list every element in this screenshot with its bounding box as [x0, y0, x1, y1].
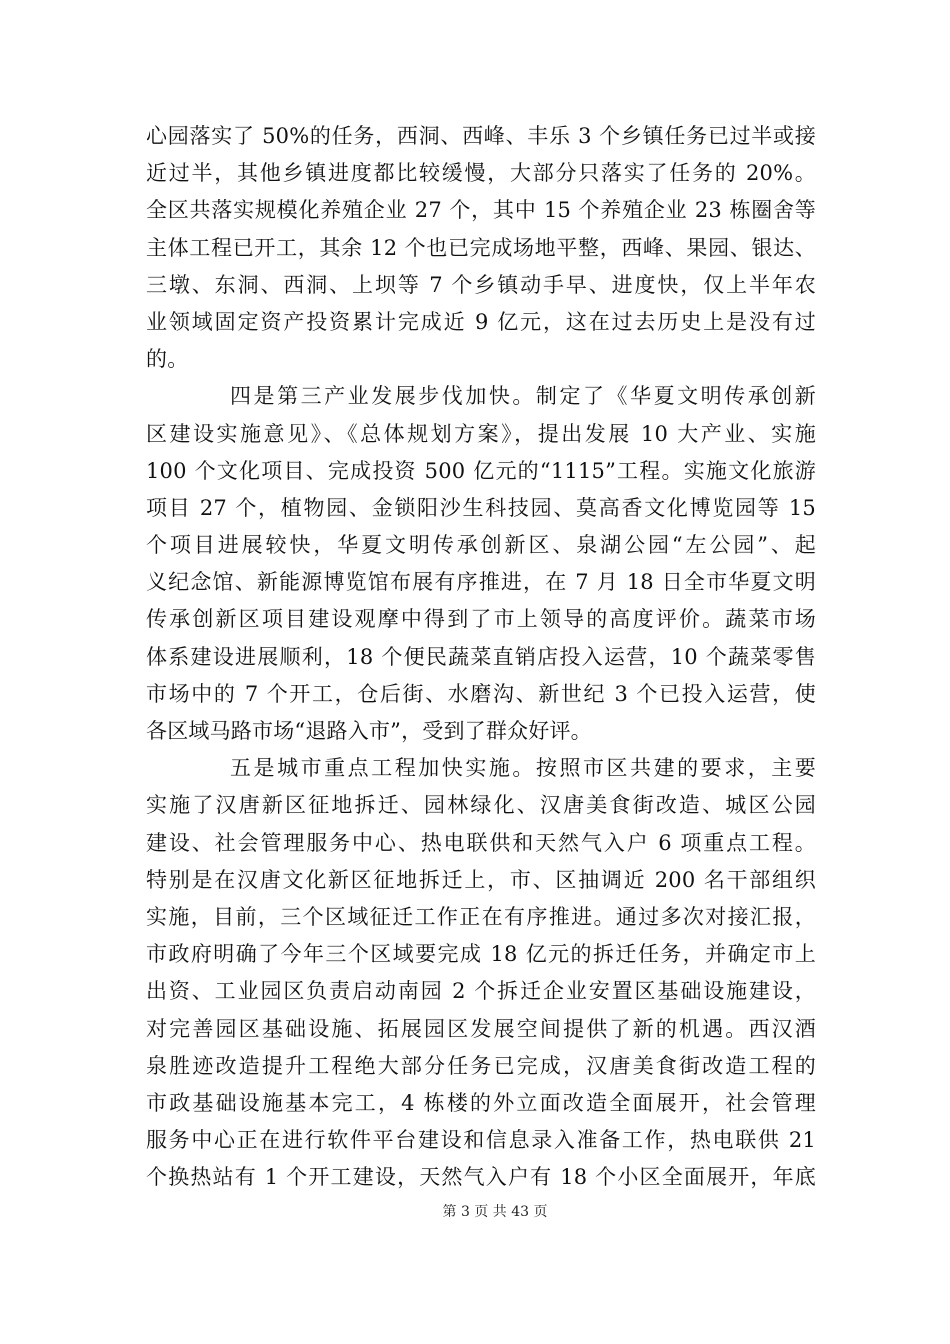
text-line: 对完善园区基础设施、拓展园区发展空间提供了新的机遇。西汉酒	[146, 1016, 816, 1041]
text-line: 个换热站有 1 个开工建设，天然气入户有 18 个小区全面展开，年底	[146, 1165, 816, 1190]
text-line: 传承创新区项目建设观摩中得到了市上领导的高度评价。蔬菜市场	[146, 607, 816, 632]
text-line: 主体工程已开工，其余 12 个也已完成场地平整，西峰、果园、银达、	[146, 235, 816, 260]
text-line: 的。	[146, 347, 189, 372]
text-line: 心园落实了 50%的任务，西洞、西峰、丰乐 3 个乡镇任务已过半或接	[146, 124, 816, 148]
text-line: 区建设实施意见》、《总体规划方案》，提出发展 10 大产业、实施	[146, 421, 816, 446]
text-line: 出资、工业园区负责启动南园 2 个拆迁企业安置区基础设施建设，	[146, 979, 816, 1004]
text-line: 实施，目前，三个区域征迁工作正在有序推进。通过多次对接汇报，	[146, 904, 816, 929]
text-line: 义纪念馆、新能源博览馆布展有序推进，在 7 月 18 日全市华夏文明	[146, 570, 816, 595]
text-line: 建设、社会管理服务中心、热电联供和天然气入户 6 项重点工程。	[146, 830, 816, 855]
text-line: 市政府明确了今年三个区域要完成 18 亿元的拆迁任务，并确定市上	[146, 942, 816, 967]
text-line: 100 个文化项目、完成投资 500 亿元的“1115”工程。实施文化旅游	[146, 458, 816, 483]
text-line: 市政基础设施基本完工，4 栋楼的外立面改造全面展开，社会管理	[146, 1090, 816, 1115]
text-line: 个项目进展较快，华夏文明传承创新区、泉湖公园“左公园”、起	[146, 533, 816, 558]
text-line: 项目 27 个，植物园、金锁阳沙生科技园、莫高香文化博览园等 15	[146, 495, 816, 520]
body-text	[146, 118, 816, 1196]
text-line: 实施了汉唐新区征地拆迁、园林绿化、汉唐美食街改造、城区公园	[146, 793, 816, 818]
text-line: 服务中心正在进行软件平台建设和信息录入准备工作，热电联供 21	[146, 1128, 816, 1153]
text-line: 泉胜迹改造提升工程绝大部分任务已完成，汉唐美食街改造工程的	[146, 1053, 816, 1078]
text-line: 全区共落实规模化养殖企业 27 个，其中 15 个养殖企业 23 栋圈舍等	[146, 198, 816, 223]
text-line: 特别是在汉唐文化新区征地拆迁上，市、区抽调近 200 名干部组织	[146, 867, 816, 892]
text-line: 业领域固定资产投资累计完成近 9 亿元，这在过去历史上是没有过	[146, 309, 816, 334]
text-line: 各区域马路市场“退路入市”，受到了群众好评。	[146, 719, 592, 743]
paragraph-start-line: 五是城市重点工程加快实施。按照市区共建的要求，主要	[230, 756, 816, 781]
text-line: 近过半，其他乡镇进度都比较缓慢，大部分只落实了任务的 20%。	[146, 161, 816, 186]
text-line: 体系建设进展顺利，18 个便民蔬菜直销店投入运营，10 个蔬菜零售	[146, 644, 816, 669]
text-line: 市场中的 7 个开工，仓后街、水磨沟、新世纪 3 个已投入运营，使	[146, 681, 816, 706]
text-line: 三墩、东洞、西洞、上坝等 7 个乡镇动手早、进度快，仅上半年农	[146, 272, 816, 297]
page-number-footer: 第 3 页 共 43 页	[442, 1204, 548, 1220]
paragraph-start-line: 四是第三产业发展步伐加快。制定了《华夏文明传承创新	[230, 384, 816, 409]
